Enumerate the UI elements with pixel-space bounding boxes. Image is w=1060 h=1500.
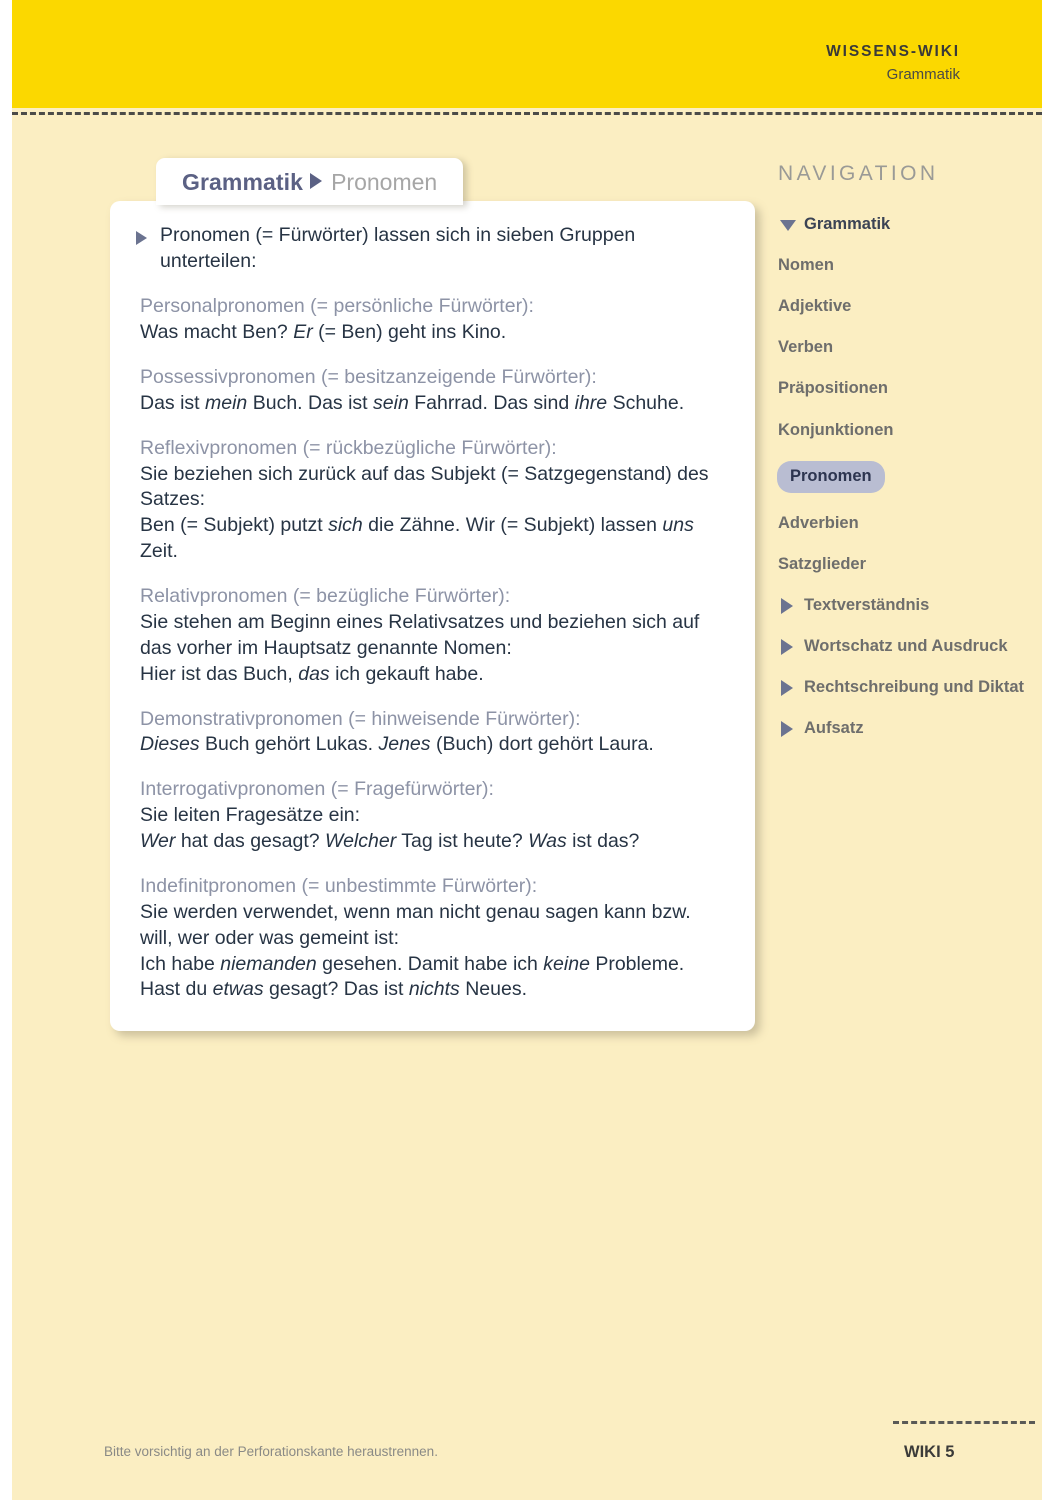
nav-item-nomen[interactable]: [778, 255, 1028, 276]
card-tab[interactable]: [156, 158, 463, 205]
pronoun-block-heading: Possessivpronomen (= besitzanzeigende Fürwörter):: [140, 366, 597, 389]
pronoun-block-body: Sie werden verwendet, wenn man nicht genau sagen kann bzw. will, wer oder was gemeint ist: Ich habe niemanden gesehen. Damit habe ich keine Probleme. Hast du etwas gesagt? Das ist nichts Neues.: [140, 900, 691, 1001]
nav-item-verben[interactable]: [778, 337, 1028, 358]
perforation-line-top: [12, 112, 1042, 115]
pronoun-block-heading: Indefinitpronomen (= unbestimmte Fürwörter):: [140, 874, 538, 897]
nav-item-label: Präpositionen: [778, 379, 889, 398]
pronoun-block-body: Dieses Buch gehört Lukas. Jenes (Buch) dort gehört Laura.: [140, 733, 654, 756]
nav-item-adjektive[interactable]: [778, 296, 1028, 317]
pronoun-block: [140, 294, 725, 346]
triangle-right-icon[interactable]: [781, 639, 793, 655]
masthead-band: [12, 0, 1042, 108]
triangle-right-bullet-icon: [136, 231, 147, 245]
pronoun-blocks: [132, 294, 725, 1003]
pronoun-block: [140, 436, 725, 565]
triangle-right-icon[interactable]: [781, 721, 793, 737]
nav-item-pronomen[interactable]: [778, 461, 1028, 493]
page-number: WIKI 5: [904, 1443, 955, 1461]
pronoun-block-heading: Personalpronomen (= persönliche Fürwörter):: [140, 295, 534, 318]
content-card-wrapper: [110, 158, 755, 1031]
nav-item-label: Adverbien: [778, 513, 859, 532]
nav-item-grammatik[interactable]: [778, 214, 1028, 235]
nav-item-aufsatz[interactable]: [778, 718, 1028, 739]
lead-text: Pronomen (= Fürwörter) lassen sich in sieben Gruppen unterteilen:: [160, 224, 636, 272]
nav-item-label: Rechtschreibung und Diktat: [804, 678, 1025, 697]
nav-item-satzglieder[interactable]: [778, 554, 1028, 575]
pronoun-block: [140, 707, 725, 759]
lead-paragraph: [132, 223, 725, 274]
nav-item-label: Adjektive: [778, 297, 852, 316]
brand-title: WISSENS-WIKI: [826, 43, 960, 60]
pronoun-block-body: Was macht Ben? Er (= Ben) geht ins Kino.: [140, 321, 507, 344]
nav-item-adverbien[interactable]: [778, 513, 1028, 534]
nav-item-wortschatz-und-ausdruck[interactable]: [778, 636, 1028, 657]
nav-item-label: Aufsatz: [804, 719, 864, 738]
pronoun-block: [140, 874, 725, 1003]
content-card: [110, 201, 755, 1031]
footer-note: Bitte vorsichtig an der Perforationskante heraustrennen.: [104, 1444, 438, 1459]
navigation-panel: [778, 162, 1028, 759]
pronoun-block: [140, 777, 725, 855]
triangle-right-icon[interactable]: [781, 680, 793, 696]
nav-item-label: Satzglieder: [778, 554, 867, 573]
nav-item-label: Grammatik: [804, 215, 891, 233]
triangle-right-icon[interactable]: [781, 598, 793, 614]
nav-item-label: Textverständnis: [804, 595, 930, 614]
pronoun-block-body: Sie beziehen sich zurück auf das Subjekt (= Satzgegenstand) des Satzes: Ben (= Subjekt) putzt sich die Zähne. Wir (= Subjekt) lassen uns Zeit.: [140, 462, 709, 563]
pronoun-block: [140, 365, 725, 417]
brand-subject: Grammatik: [886, 65, 960, 83]
triangle-down-icon[interactable]: [780, 220, 796, 231]
nav-item-label: Wortschatz und Ausdruck: [804, 637, 1008, 656]
tab-title: Grammatik: [182, 169, 304, 195]
nav-item-rechtschreibung-und-diktat[interactable]: [778, 677, 1028, 698]
pronoun-block-body: Das ist mein Buch. Das ist sein Fahrrad. Das sind ihre Schuhe.: [140, 391, 685, 414]
pronoun-block-body: Sie stehen am Beginn eines Relativsatzes und beziehen sich auf das vorher im Hauptsatz genannte Nomen: Hier ist das Buch, das ich gekauft habe.: [140, 610, 700, 685]
tab-subtitle: Pronomen: [331, 169, 438, 195]
navigation-items: [778, 214, 1028, 739]
pronoun-block-heading: Relativpronomen (= bezügliche Fürwörter):: [140, 585, 511, 608]
perforation-line-bottom: [893, 1421, 1035, 1424]
masthead-text: [826, 42, 960, 84]
nav-item-label: Verben: [778, 338, 834, 357]
triangle-right-icon: [310, 173, 322, 189]
pronoun-block-heading: Interrogativpronomen (= Fragefürwörter):: [140, 778, 494, 801]
nav-item-textverst-ndnis[interactable]: [778, 595, 1028, 616]
pronoun-block: [140, 584, 725, 688]
nav-item-label: Konjunktionen: [778, 420, 894, 439]
nav-item-pr-positionen[interactable]: [778, 378, 1028, 399]
nav-item-label-active: Pronomen: [777, 461, 885, 493]
navigation-title: NAVIGATION: [778, 162, 939, 185]
pronoun-block-heading: Reflexivpronomen (= rückbezügliche Fürwörter):: [140, 436, 557, 459]
nav-item-konjunktionen[interactable]: [778, 420, 1028, 441]
nav-item-label: Nomen: [778, 256, 834, 275]
pronoun-block-body: Sie leiten Fragesätze ein: Wer hat das gesagt? Welcher Tag ist heute? Was ist das?: [140, 804, 640, 853]
pronoun-block-heading: Demonstrativpronomen (= hinweisende Fürwörter):: [140, 707, 581, 730]
